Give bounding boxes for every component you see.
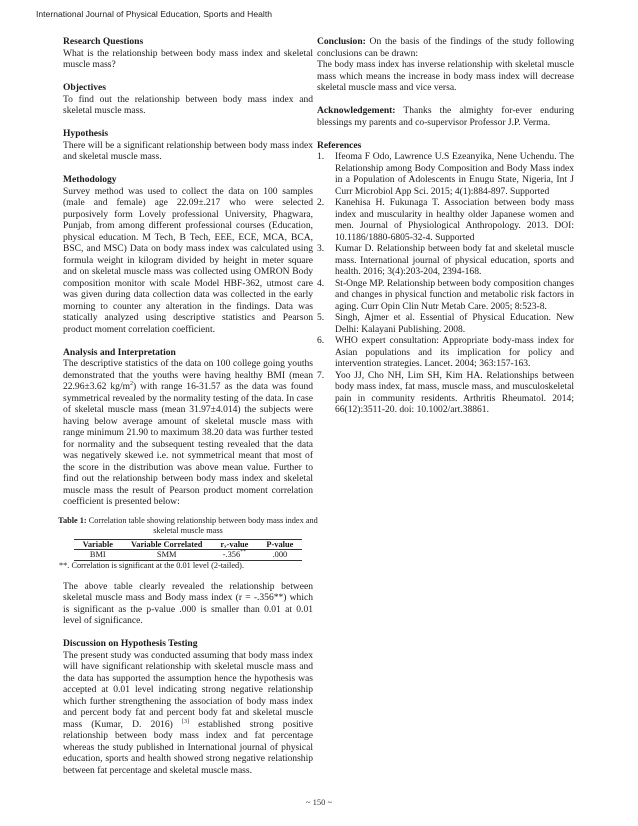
reference-item [317,335,574,370]
analysis-text [63,358,313,508]
reference-number: 5. [317,312,325,323]
hypothesis-heading: Hypothesis [63,128,109,139]
table-cell-variable: BMI [89,550,106,560]
correlation-table [74,539,303,561]
table-caption [58,516,318,536]
discussion-text-part1: The present study was conducted assuming that body mass index will have significant relationship with skeletal muscle mass and the data has supported the assumption hence the hypothesis was accepted at 0.01 level indicating strong negative relationship which further strengthening the association of body mass index and percent body fat and percent body fat and skeletal muscle mass (Kumar, D. 2016) [63,649,313,730]
table-header-cell: P-value [266,539,294,549]
reference-number: 2. [317,197,325,208]
reference-number: 7. [317,369,325,381]
reference-text: Kumar D. Relationship between body fat and skeletal muscle mass. International journal of physical education, sports and health. 2016; 3(4):203-204, 2394-168. [335,243,574,277]
table-note: **. Correlation is significant at the 0.01 level (2-tailed). [59,560,245,570]
acknowledgement-text: Thanks the almighty for-ever enduring blessings my parents and co-supervisor Professor J.P. Verma. [317,105,574,128]
r-value: -.356 [222,550,241,560]
conclusion-paragraph [317,36,574,59]
table-cell-r-value [211,550,257,561]
reference-text: Ifeoma F Odo, Lawrence U.S Ezeanyika, Nene Uchendu. The Relationship among Body Composition and Body Mass index in a Population of Adolescents in Enugu State, Nigeria, Int J Curr Microbiol App Sci. 2015; 4(1):884-897. Supported [335,151,574,197]
table-header-cell: rₓ-value [220,539,249,549]
table-caption-label: Table 1: [58,515,87,525]
right-column [317,36,574,416]
reference-item [317,312,574,335]
conclusion-text: The body mass index has inverse relationship with skeletal muscle mass which means the increase in body mass index will decrease skeletal muscle mass and vice versa. [317,59,574,93]
reference-item [317,197,574,243]
reference-text: WHO expert consultation: Appropriate body-mass index for Asian populations and its implication for policy and intervention strategies. Lancet. 2004; 363:157-163. [335,335,574,369]
table-header-cell: Variable Correlated [131,539,203,549]
reference-item [317,370,574,416]
analysis-text-part1: The descriptive statistics of the data on 100 college going youths demonstrated that the youths were having healthy BMI (mean 22.96±3.62 kg/m [63,358,313,392]
references-heading: References [317,139,362,151]
discussion-heading: Discussion on Hypothesis Testing [63,638,198,650]
reference-text: Singh, Ajmer et al. Essential of Physical Education. New Delhi: Kalayani Publishing. 2008. [335,312,574,335]
after-table-text: The above table clearly revealed the relationship between skeletal muscle mass and Body mass index (r = -.356**) which is significant as the p-value .000 is smaller than 0.01 at 0.01 level of significance. [63,580,313,627]
methodology-text: Survey method was used to collect the data on 100 samples (male and female) age 22.09±.217 who were selected purposively form Lovely professional University, Phagwara, Punjab, from among different professional courses (Education, physical education. M Tech, B Tech, EEE, ECE, MCA, BCA, BSC, and MSC) Data on body mass index was calculated using formula weight in kilogram divided by height in meter square and on skeletal muscle mass was collected using OMRON Body composition monitor with scale Model HBF-362, utmost care was given during data collection data was collected in the early morning to counter any alteration in the findings. Data was statically analyzed using descriptive statistics and Pearson product moment correlation coefficient. [63,185,313,335]
acknowledgement-paragraph [317,105,574,128]
reference-text: St-Onge MP. Relationship between body composition changes and changes in physical function and metabolic risk factors in aging. Curr Opin Clin Nutr Metab Care. 2005; 8:523-8. [335,277,574,312]
hypothesis-text: There will be a significant relationship between body mass index and skeletal muscle mass. [63,139,313,162]
conclusion-intro: On the basis of the findings of the study following conclusions can be drawn: [317,36,574,59]
objectives-text: To find out the relationship between body mass index and skeletal muscle mass. [63,93,313,116]
reference-number: 4. [317,277,325,289]
table-header-row [74,539,303,550]
table-cell-p-value: .000 [272,550,288,560]
left-column [58,36,318,776]
reference-text: Yoo JJ, Cho NH, Lim SH, Kim HA. Relationships between body mass index, fat mass, muscle mass, and musculoskeletal pain in community residents. Arthritis Rheumatol. 2014; 66(12):3511-20. doi: 10.1002/art.38861. [335,369,574,415]
table-header-cell: Variable [82,539,113,549]
research-questions-heading: Research Questions [63,36,144,47]
reference-number: 1. [317,151,325,162]
research-questions-text: What is the relationship between body mass index and skeletal muscle mass? [63,47,313,70]
discussion-text [63,650,313,777]
discussion-text-part2: established strong positive relationship between body mass index and fat percentage whereas the study published in International journal of physical education, sports and health showed strong negative relationship between fat percentage and skeletal muscle mass. [63,718,314,776]
reference-number: 6. [317,335,325,346]
table-cell-correlated: SMM [156,550,177,560]
conclusion-heading: Conclusion: [317,36,366,47]
acknowledgement-heading: Acknowledgement: [317,105,396,116]
table-row [74,550,303,561]
objectives-heading: Objectives [63,82,106,93]
r-value-superscript: ** [240,549,247,556]
running-head: International Journal of Physical Education, Sports and Health [36,9,272,19]
reference-list [317,151,574,416]
discussion-citation: [3] [182,718,189,725]
table-caption-text: Correlation table showing relationship between body mass index and skeletal muscle mass [86,515,318,535]
methodology-heading: Methodology [63,174,117,185]
reference-item [317,278,574,313]
reference-number: 3. [317,243,325,254]
analysis-superscript: 2 [130,380,134,387]
reference-text: Kanehisa H. Fukunaga T. Association between body mass index and muscularity in healthy older Japanese women and men. Journal of Physiological Anthropology. 2013. DOI: 10.1186/1880-6805-32-4. Supported [335,197,574,243]
page-number: ~ 150 ~ [305,797,333,807]
analysis-heading: Analysis and Interpretation [63,346,176,358]
reference-item [317,151,574,197]
reference-item [317,243,574,278]
analysis-text-part2: ) with range 16-31.57 as the data was found symmetrical revealed by the normality testing of the data. In case of skeletal muscle mass (mean 31.97±4.014) the subjects were having below average amount of skeletal muscle mass with range minimum 21.90 to maximum 38.20 data was further tested for normality and the subsequent testing revealed that the data was negatively skewed i.e. not symmetrical meant that most of the score in the distribution was above mean value. Further to find out the relationship between body mass index and skeletal muscle mass the result of Pearson product moment correlation coefficient is presented below: [63,381,313,507]
